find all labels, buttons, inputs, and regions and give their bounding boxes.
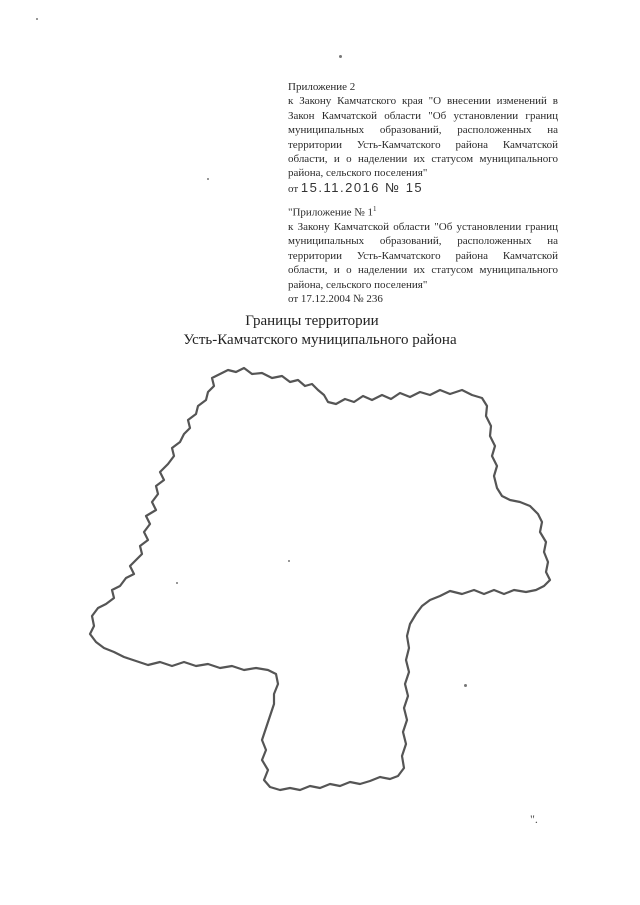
scan-speck bbox=[464, 684, 467, 687]
map-title-line1: Границы территории bbox=[245, 313, 379, 329]
annex-main-body: к Закону Камчатского края "О внесении изменений в Закон Камчатской области "Об установлении границ муниципальных образований, расположенных на территории Усть-Камчатского района Камчатской области, и о наделении их статусом муниципального района, сельского поселения" bbox=[288, 95, 558, 180]
page-mark: ". bbox=[530, 812, 538, 826]
scan-speck bbox=[36, 18, 38, 20]
annex-previous-body: к Закону Камчатской области "Об установлении границ муниципальных образований, расположенных на территории Усть-Камчатского района Камчатской области, и о наделении их статусом муниципального района, сельского поселения" bbox=[288, 221, 558, 291]
annex-previous-heading-sup: 1 bbox=[373, 205, 377, 213]
map-title-line2: Усть-Камчатского муниципального района bbox=[183, 332, 457, 348]
scan-speck bbox=[176, 582, 178, 584]
annex-previous-date: от 17.12.2004 № 236 bbox=[288, 293, 383, 306]
scan-speck bbox=[207, 178, 209, 180]
scan-speck bbox=[288, 560, 290, 562]
district-boundary-outline bbox=[90, 368, 550, 790]
annex-main-heading: Приложение 2 bbox=[288, 81, 356, 93]
annex-previous-heading: "Приложение № 1 bbox=[288, 206, 374, 219]
scan-speck bbox=[339, 55, 342, 58]
annex-main-date-handwritten: 15.11.2016 № 15 bbox=[300, 179, 424, 195]
annex-main-date-prefix: от bbox=[288, 182, 299, 195]
